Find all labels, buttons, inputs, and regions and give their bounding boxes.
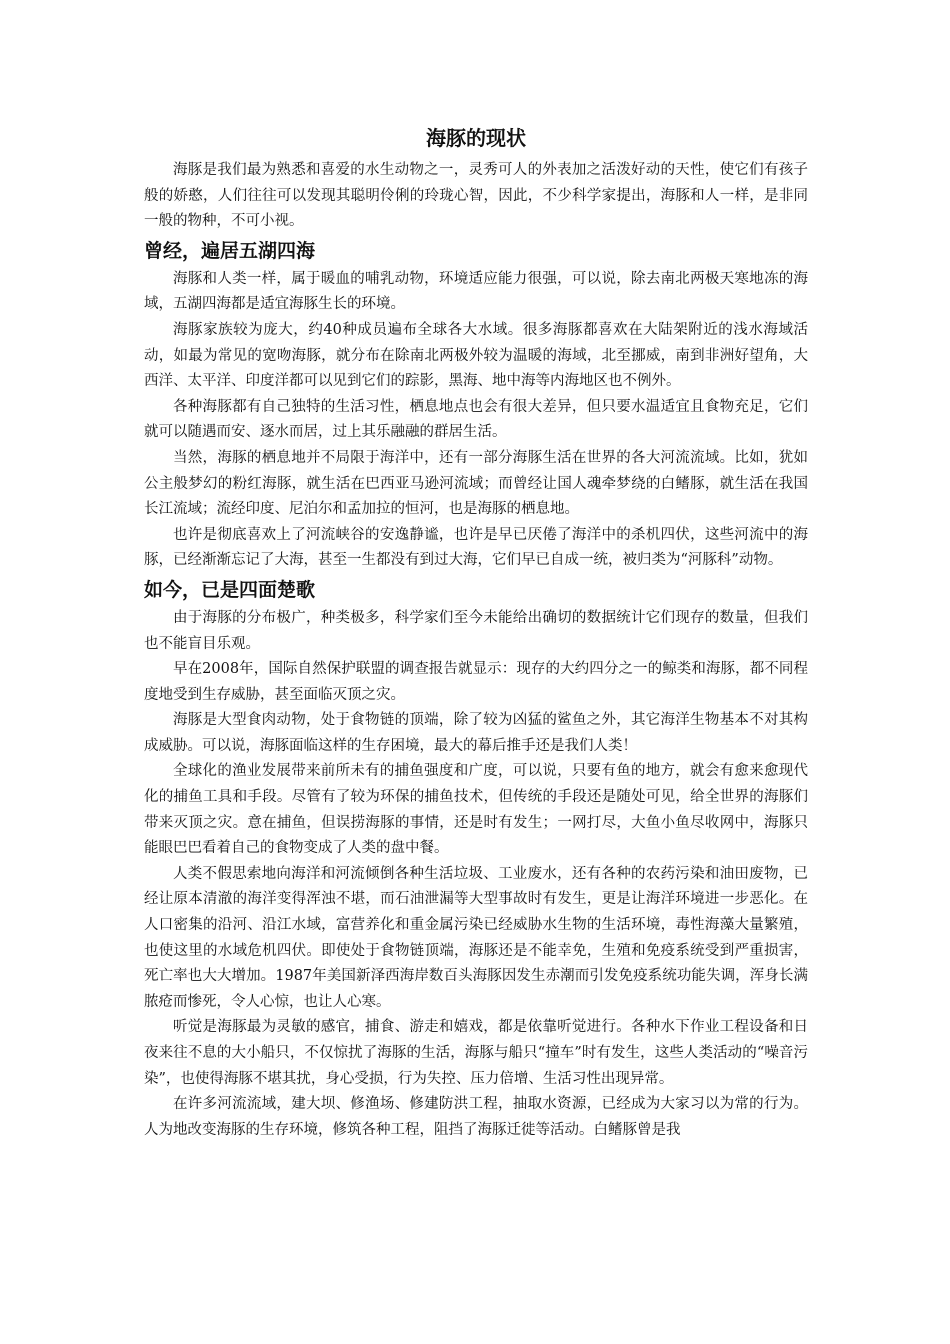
section-heading-present: 如今，已是四面楚歌 xyxy=(144,578,316,601)
document-page xyxy=(144,118,808,1143)
body-paragraph: 全球化的渔业发展带来前所未有的捕鱼强度和广度，可以说，只要有鱼的地方，就会有愈来愈现代化的捕鱼工具和手段。尽管有了较为环保的捕鱼技术，但传统的手段还是随处可见，给全世界的海豚们带来灭顶之灾。意在捕鱼，但误捞海豚的事情，还是时有发生；一网打尽，大鱼小鱼尽收网中，海豚只能眼巴巴看着自己的食物变成了人类的盘中餐。 xyxy=(144,763,808,857)
body-paragraph: 海豚和人类一样，属于暖血的哺乳动物，环境适应能力很强，可以说，除去南北两极天寒地冻的海域，五湖四海都是适宜海豚生长的环境。 xyxy=(144,270,808,313)
body-paragraph: 早在2008年，国际自然保护联盟的调查报告就显示：现存的大约四分之一的鲸类和海豚，都不同程度地受到生存威胁，甚至面临灭顶之灾。 xyxy=(144,661,808,703)
section-heading-past: 曾经，遍居五湖四海 xyxy=(144,239,316,262)
body-paragraph: 当然，海豚的栖息地并不局限于海洋中，还有一部分海豚生活在世界的各大河流流域。比如，犹如公主般梦幻的粉红海豚，就生活在巴西亚马逊河流域；而曾经让国人魂牵梦绕的白鳍豚，就生活在我国长江流域；流经印度、尼泊尔和孟加拉的恒河，也是海豚的栖息地。 xyxy=(144,449,808,518)
page-title: 海豚的现状 xyxy=(426,126,526,150)
body-paragraph: 人类不假思索地向海洋和河流倾倒各种生活垃圾、工业废水，还有各种的农药污染和油田废物，已经让原本清澈的海洋变得浑浊不堪，而石油泄漏等大型事故时有发生，更是让海洋环境进一步恶化。在人口密集的沿河、沿江水域，富营养化和重金属污染已经威胁水生物的生活环境，毒性海藻大量繁殖，也使这里的水域危机四伏。即使处于食物链顶端，海豚还是不能幸免，生殖和免疫系统受到严重损害，死亡率也大大增加。1987年美国新泽西海岸数百头海豚因发生赤潮而引发免疫系统功能失调，浑身长满脓疮而惨死，令人心惊，也让人心寒。 xyxy=(144,865,808,1010)
body-paragraph: 海豚家族较为庞大，约40种成员遍布全球各大水域。很多海豚都喜欢在大陆架附近的浅水海域活动，如最为常见的宽吻海豚，就分布在除南北两极外较为温暖的海域，北至挪威，南到非洲好望角，大西洋、太平洋、印度洋都可以见到它们的踪影，黑海、地中海等内海地区也不例外。 xyxy=(144,321,808,390)
body-paragraph: 海豚是大型食肉动物，处于食物链的顶端，除了较为凶猛的鲨鱼之外，其它海洋生物基本不对其构成威胁。可以说，海豚面临这样的生存困境，最大的幕后推手还是我们人类！ xyxy=(144,712,808,754)
body-paragraph: 也许是彻底喜欢上了河流峡谷的安逸静谧，也许是早已厌倦了海洋中的杀机四伏，这些河流中的海豚，已经渐渐忘记了大海，甚至一生都没有到过大海，它们早已自成一统，被归类为“河豚科”动物。 xyxy=(144,526,808,569)
body-paragraph: 在许多河流流域，建大坝、修渔场、修建防洪工程，抽取水资源，已经成为大家习以为常的行为。人为地改变海豚的生存环境，修筑各种工程，阻挡了海豚迁徙等活动。白鳍豚曾是我 xyxy=(144,1096,808,1138)
body-paragraph: 各种海豚都有自己独特的生活习性，栖息地点也会有很大差异，但只要水温适宜且食物充足，它们就可以随遇而安、逐水而居，过上其乐融融的群居生活。 xyxy=(144,398,808,441)
body-paragraph: 听觉是海豚最为灵敏的感官，捕食、游走和嬉戏，都是依靠听觉进行。各种水下作业工程设备和日夜来往不息的大小船只，不仅惊扰了海豚的生活，海豚与船只“撞车”时有发生，这些人类活动的“噪音污染”，也使得海豚不堪其扰，身心受损，行为失控、压力倍增、生活习性出现异常。 xyxy=(144,1019,808,1087)
body-paragraph: 由于海豚的分布极广，种类极多，科学家们至今未能给出确切的数据统计它们现存的数量，但我们也不能盲目乐观。 xyxy=(144,609,808,652)
intro-paragraph: 海豚是我们最为熟悉和喜爱的水生动物之一，灵秀可人的外表加之活泼好动的天性，使它们有孩子般的娇憨，人们往往可以发现其聪明伶俐的玲珑心智，因此，不少科学家提出，海豚和人一样，是非同一般的物种，不可小视。 xyxy=(144,162,808,230)
